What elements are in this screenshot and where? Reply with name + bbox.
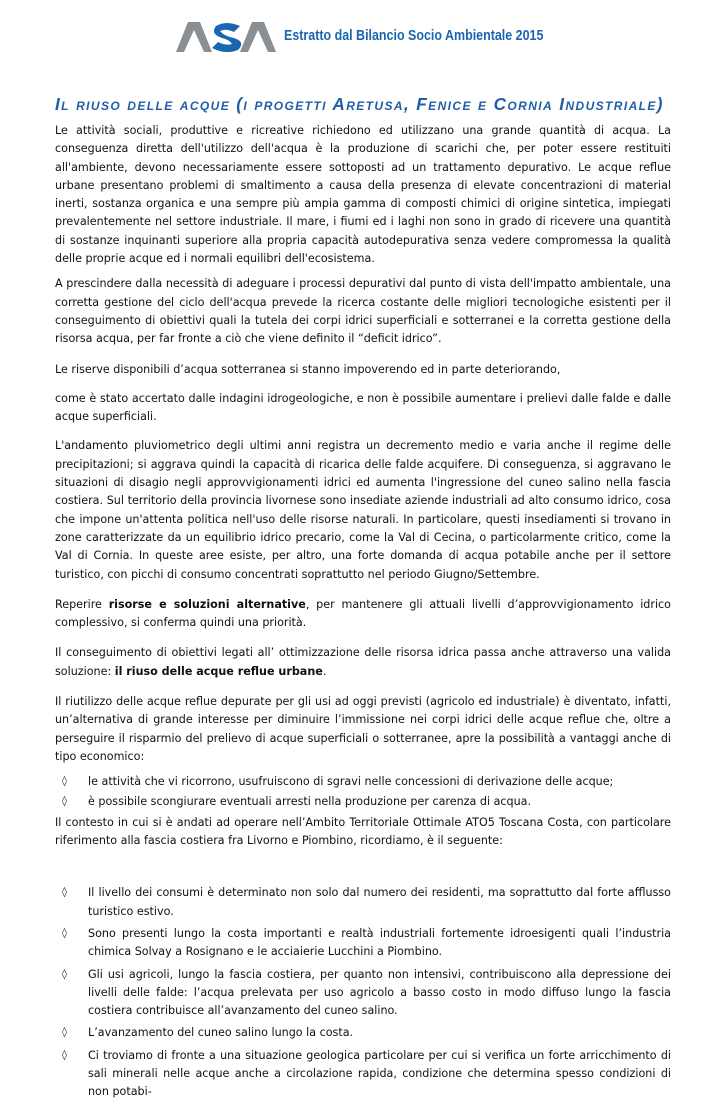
bold-text: risorse e soluzioni alternative [108, 597, 306, 611]
paragraph: L'andamento pluviometrico degli ultimi anni registra un decremento medio e varia anche il regime delle precipitazioni; si aggrava quindi la capacità di ricarica delle falde acquifere. Di conseguenza, si aggravano le situazioni di disagio negli approvvigionamenti idrici ed aumenta l'ingressione del cuneo salino nella fascia costiera. Sul territorio della provincia livornese sono insediate aziende industriali ad alto consumo idrico, cosa che impone un'attenta politica nell'uso delle risorse naturali. In particolare, questi insediamenti si trovano in zone caratterizzate da un equilibrio idrico precario, come la Val di Cecina, o particolarmente critico, come la Val di Cornia. In queste aree esiste, per altro, una forte domanda di acqua potabile anche per il settore turistico, con picchi di consumo concentrati soprattutto nel periodo Giugno/Settembre. [55, 439, 671, 581]
list-item-text: Sono presenti lungo la costa importanti e realtà industriali fortemente idroesigenti quali l’industria chimica Solvay a Rosignano e le acciaierie Lucchini a Piombino. [88, 926, 671, 959]
paragraph: Le attività sociali, produttive e ricreative richiedono ed utilizzano una grande quantità di acqua. La conseguenza diretta dell'utilizzo dell'acqua è la produzione di scarichi che, per poter essere restituiti all'ambiente, devono necessariamente essere sottoposti ad un trattamento depurativo. Le acque reflue urbane presentano problemi di smaltimento a causa della presenza di elevate concentrazioni di material inerti, sostanza organica e una sempre più ampia gamma di composti chimici di origine sintetica, impiegati prevalentemente nel settore industriale. Il mare, i fiumi ed i laghi non sono in grado di ricevere una quantità di sostanze inquinanti superiore alla propria capacità autodepurativa senza vedere compromessa la qualità delle proprie acque ed i normali equilibri dell'ecosistema. [55, 124, 671, 266]
list-item-text: Gli usi agricoli, lungo la fascia costiera, per quanto non intensivi, contribuiscono alla depressione dei livelli delle falde: l’acqua prelevata per uso agricolo a basso costo in modo diffuso lungo la fascia costiera contribuisce all’avanzamento del cuneo salino. [88, 967, 671, 1018]
diamond-bullet-icon: ◊ [62, 927, 67, 939]
text-run: Reperire [55, 597, 109, 611]
asa-logo-icon [176, 22, 278, 52]
document-body [55, 94, 671, 1106]
list-item [55, 773, 671, 791]
diamond-bullet-icon: ◊ [62, 1049, 67, 1061]
paragraph: A prescindere dalla necessità di adeguare i processi depurativi dal punto di vista dell'impatto ambientale, una corretta gestione del ciclo dell'acqua prevede la ricerca costante delle migliori tecnologiche esistenti per il conseguimento di obiettivi quali la tutela dei corpi idrici superficiali e sotterranei e la corretta gestione della risorsa acqua, per far fronte a ciò che viene definito il “deficit idrico”. [55, 277, 671, 346]
paragraph: come è stato accertato dalle indagini idrogeologiche, e non è possibile aumentare i prelievi dalle falde e dalle acque superficiali. [55, 391, 671, 424]
list-item [55, 884, 671, 921]
list-item-text: Il livello dei consumi è determinato non solo dal numero dei residenti, ma soprattutto dal forte afflusso turistico estivo. [88, 886, 671, 918]
diamond-bullet-icon: ◊ [62, 795, 67, 807]
list-item-text: è possibile scongiurare eventuali arresti nella produzione per carenza di acqua. [88, 794, 532, 808]
benefits-list [55, 773, 671, 811]
bold-text: il riuso delle acque reflue urbane [114, 664, 323, 678]
list-item-text: Ci troviamo di fronte a una situazione geologica particolare per cui si verifica un forte arricchimento di sali minerali nelle acque anche a circolazione rapida, condizione che determina spesso condizioni di non potabi- [88, 1048, 671, 1099]
section-title: Il riuso delle acque (i progetti Aretusa, Fenice e Cornia Industriale) [55, 94, 664, 114]
page-header [0, 14, 725, 54]
text-run: Il conseguimento di obiettivi legati all’ ottimizzazione delle risorsa idrica passa anche attraverso una valida soluzione: [55, 646, 671, 678]
paragraph: Il riutilizzo delle acque reflue depurate per gli usi ad oggi previsti (agricolo ed industriale) è diventato, infatti, un’alternativa di grande interesse per diminuire l’immissione nei corpi idrici delle acque reflue che, oltre a perseguire il risparmio del prelievo di acque superficiali o sotterranee, apre la possibilità a vantaggi anche di tipo economico: [55, 695, 671, 763]
list-item [55, 1024, 671, 1042]
list-item [55, 1047, 671, 1102]
list-item [55, 966, 671, 1021]
paragraph [55, 644, 671, 681]
diamond-bullet-icon: ◊ [62, 1027, 67, 1039]
paragraph: Il contesto in cui si è andati ad operare nell’Ambito Territoriale Ottimale ATO5 Toscana Costa, con particolare riferimento alla fascia costiera fra Livorno e Piombino, ricordiamo, è il seguente: [55, 815, 671, 848]
list-item [55, 925, 671, 962]
list-item-text: L’avanzamento del cuneo salino lungo la costa. [88, 1026, 354, 1040]
paragraph: Le riserve disponibili d’acqua sotterranea si stanno impoverendo ed in parte deteriorando, [55, 362, 561, 376]
context-list [55, 884, 671, 1101]
diamond-bullet-icon: ◊ [62, 776, 67, 788]
paragraph [55, 596, 671, 633]
report-title: Estratto dal Bilancio Socio Ambientale 2015 [284, 28, 544, 44]
spacer [55, 857, 671, 884]
diamond-bullet-icon: ◊ [62, 887, 67, 899]
list-item-text: le attività che vi ricorrono, usufruiscono di sgravi nelle concessioni di derivazione delle acque; [88, 775, 614, 789]
text-run: . [322, 664, 327, 678]
diamond-bullet-icon: ◊ [62, 968, 67, 980]
list-item [55, 793, 671, 811]
text-run: , per mantenere gli attuali livelli d’approvvigionamento idrico complessivo, si conferma quindi una priorità. [55, 597, 671, 630]
